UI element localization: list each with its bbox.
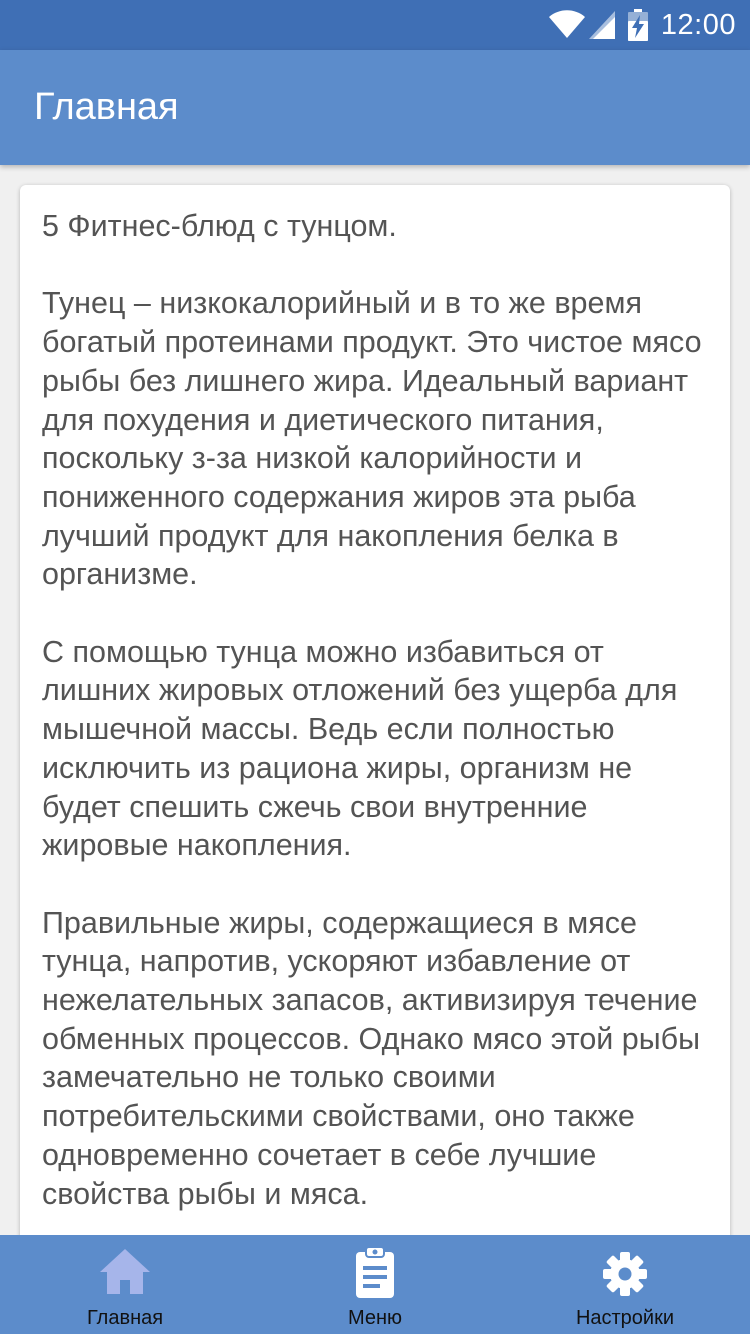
status-time: 12:00 [660, 8, 736, 41]
status-icons [549, 0, 736, 50]
clipboard-icon [347, 1245, 403, 1301]
article-paragraph: 5 Фитнес-блюд с тунцом. [42, 209, 397, 243]
bottom-nav [0, 1235, 750, 1334]
article-paragraph: С помощью тунца можно избавиться от лишних жировых отложений без ущерба для мышечной массы. Ведь если полностью исключить из рациона жиры, организм не будет спешить сжечь свои внутренние жировые накопления. [42, 634, 678, 863]
content-scroll-area[interactable] [0, 165, 750, 1235]
nav-item-home[interactable] [0, 1235, 250, 1334]
article-paragraph: Тунец – низкокалорийный и в то же время богатый протеинами продукт. Это чистое мясо рыбы без лишнего жира. Идеальный вариант для похудения и диетического питания, поскольку з-за низкой калорийности и пониженного содержания жиров эта рыба лучший продукт для накопления белка в организме. [42, 286, 702, 592]
nav-label: Главная [86, 1307, 164, 1329]
status-bar [0, 0, 750, 50]
nav-label: Настройки [575, 1307, 675, 1329]
article-text [42, 207, 714, 1213]
app-bar [0, 50, 750, 165]
battery-charging-icon [627, 9, 649, 41]
nav-label: Меню [347, 1307, 403, 1329]
cell-signal-icon [589, 11, 615, 39]
article-paragraph: Правильные жиры, содержащиеся в мясе тунца, напротив, ускоряют избавление от нежелательных запасов, активизируя течение обменных процессов. Однако мясо этой рыбы замечательно не только своими потребительскими свойствами, оно также одновременно сочетает в себе лучшие свойства рыбы и мяса. [42, 905, 701, 1211]
nav-item-settings[interactable] [500, 1235, 750, 1334]
page-title: Главная [34, 86, 179, 128]
gear-icon [597, 1245, 653, 1301]
nav-item-menu[interactable] [250, 1235, 500, 1334]
article-card [20, 185, 730, 1235]
home-icon [97, 1245, 153, 1301]
wifi-icon [549, 10, 585, 40]
